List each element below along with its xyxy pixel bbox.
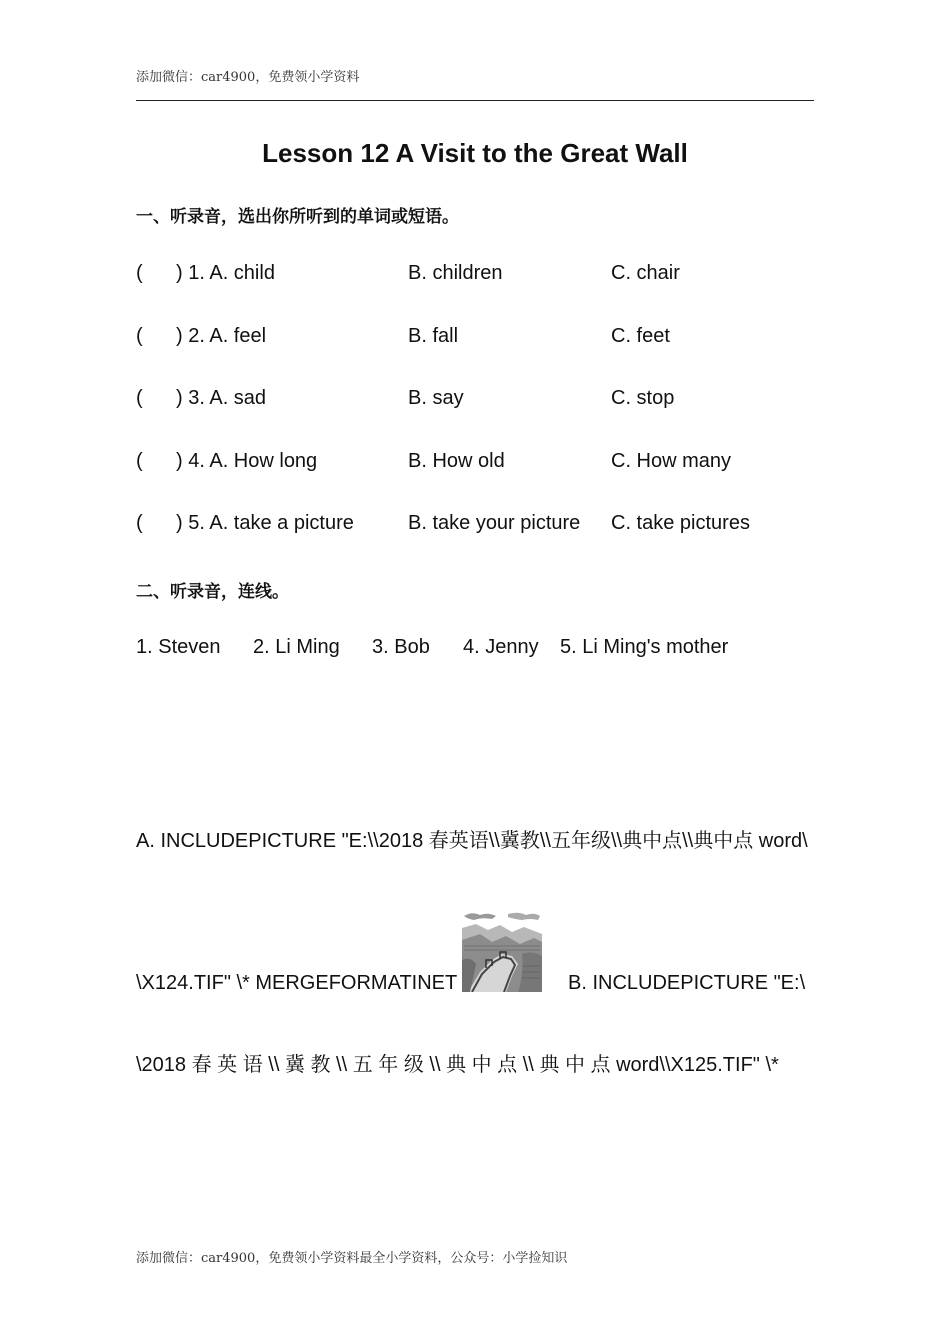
option-a: ) 2. A. feel (176, 325, 267, 347)
include-picture-line-3: \2018 春 英 语 \\ 冀 教 \\ 五 年 级 \\ 典 中 点 \\ 典 中 点 word\\X125.TIF" \* (136, 1054, 779, 1076)
section-2-heading: 二、听录音，连线。 (136, 582, 289, 601)
header-note: 添加微信：car4900，免费领小学资料 (136, 70, 360, 85)
names-row (136, 636, 836, 664)
question-row-1 (136, 262, 836, 290)
name-item: 2. Li Ming (253, 636, 340, 658)
option-b: B. say (408, 387, 464, 409)
option-a: ) 3. A. sad (176, 387, 267, 409)
answer-paren[interactable]: ( (136, 512, 143, 534)
option-c: C. take pictures (611, 512, 750, 534)
option-c: C. How many (611, 450, 732, 472)
footer-note: 添加微信：car4900，免费领小学资料最全小学资料，公众号：小学捡知识 (136, 1251, 568, 1266)
name-item: 4. Jenny (463, 636, 539, 658)
include-picture-line-2a: \X124.TIF" \* MERGEFORMATINET (136, 972, 458, 994)
name-item: 1. Steven (136, 636, 221, 658)
include-picture-line-1: A. INCLUDEPICTURE "E:\\2018 春英语\\冀教\\五年级\\典中点\\典中点 word\ (136, 830, 808, 852)
answer-paren[interactable]: ( (136, 262, 143, 284)
option-c: C. feet (611, 325, 670, 347)
option-a: ) 5. A. take a picture (176, 512, 354, 534)
option-b: B. take your picture (408, 512, 581, 534)
option-c: C. chair (611, 262, 680, 284)
question-row-5 (136, 512, 836, 540)
question-row-2 (136, 325, 836, 353)
option-b: B. children (408, 262, 503, 284)
include-picture-line-2b: B. INCLUDEPICTURE "E:\ (568, 972, 806, 994)
page-title: Lesson 12 A Visit to the Great Wall (262, 138, 688, 168)
answer-paren[interactable]: ( (136, 450, 143, 472)
name-item: 3. Bob (372, 636, 430, 658)
name-item: 5. Li Ming's mother (560, 636, 729, 658)
question-row-4 (136, 450, 836, 478)
question-row-3 (136, 387, 836, 415)
option-a: ) 4. A. How long (176, 450, 318, 472)
option-b: B. fall (408, 325, 459, 347)
option-a: ) 1. A. child (176, 262, 275, 284)
option-c: C. stop (611, 387, 675, 409)
answer-paren[interactable]: ( (136, 325, 143, 347)
header-divider (136, 100, 814, 101)
great-wall-picture (462, 910, 542, 992)
answer-paren[interactable]: ( (136, 387, 143, 409)
option-b: B. How old (408, 450, 505, 472)
section-1-heading: 一、听录音，选出你所听到的单词或短语。 (136, 207, 459, 226)
